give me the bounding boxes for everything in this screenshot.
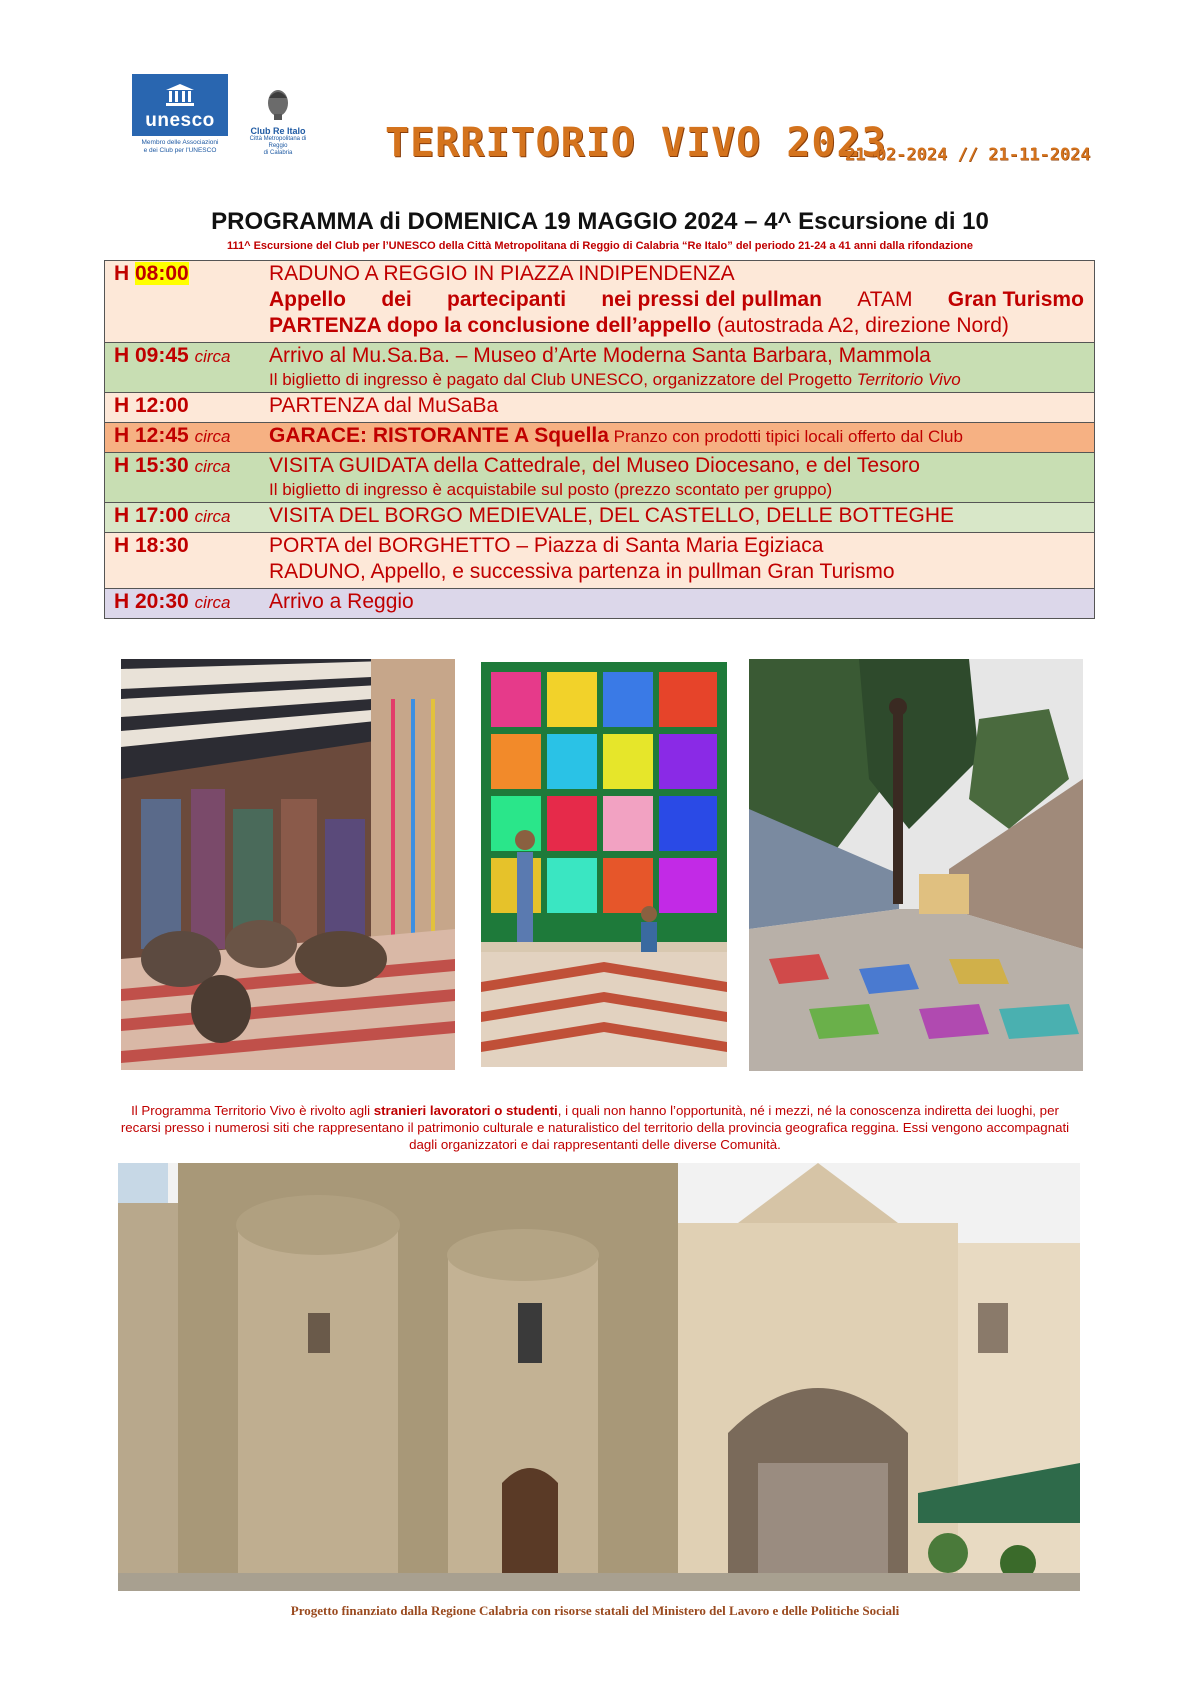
club-re-italo-logo	[248, 88, 308, 157]
funding-note: Progetto finanziato dalla Regione Calabria con risorse statali del Ministero del Lavoro e delle Politiche Sociali	[290, 1603, 900, 1618]
time-cell: H 12:45 circa	[114, 424, 231, 447]
unesco-wordmark: unesco	[145, 110, 215, 131]
time-cell: H 18:30	[114, 534, 189, 557]
club-name: Club Re Italo	[250, 126, 306, 136]
activity-title: VISITA GUIDATA della Cattedrale, del Museo Diocesano, e del Tesoro	[269, 454, 920, 477]
date-range: 21-02-2024 // 21-11-2024	[845, 145, 1091, 165]
program-caption: Il Programma Territorio Vivo è rivolto agli stranieri lavoratori o studenti, i quali non hanno l’opportunità, né i mezzi, né la conoscenza indiretta dei luoghi, per recarsi presso i numerosi siti che rappresentano il patrimonio culturale e naturalistico del territorio della provincia geografica reggina. Essi vengono accompagnati dagli organizzatori e dai rappresentanti delle diverse Comunità.	[120, 1103, 1070, 1152]
unesco-subtitle: Membro delle Associazioni e dei Club per l'UNESCO	[141, 139, 219, 154]
activity-title: GARACE: RISTORANTE A Squella Pranzo con prodotti tipici locali offerto dal Club	[269, 424, 963, 447]
program-heading: PROGRAMMA di DOMENICA 19 MAGGIO 2024 – 4^ Escursione di 10	[211, 208, 989, 235]
schedule-row	[105, 503, 1094, 533]
page-title: TERRITORIO VIVO 2023	[385, 120, 887, 166]
activity-detail: Appello dei partecipanti nei pressi del pullman ATAM Gran Turismo	[269, 288, 1084, 311]
club-subtitle: Città Metropolitana di Reggio di Calabria	[249, 136, 307, 156]
musaba-mosaic-wall-photo	[481, 662, 727, 1067]
time-cell: H 09:45 circa	[114, 344, 231, 367]
schedule-row	[105, 533, 1094, 589]
activity-title: Arrivo a Reggio	[269, 590, 414, 613]
activity-note: Il biglietto di ingresso è pagato dal Club UNESCO, organizzatore del Progetto Territorio Vivo	[269, 370, 961, 389]
time-cell: H 08:00	[114, 262, 189, 285]
time-cell: H 12:00	[114, 394, 189, 417]
activity-title: RADUNO A REGGIO IN PIAZZA INDIPENDENZA	[269, 262, 735, 285]
activity-title: PARTENZA dal MuSaBa	[269, 394, 499, 417]
activity-title: Arrivo al Mu.Sa.Ba. – Museo d’Arte Moderna Santa Barbara, Mammola	[269, 344, 931, 367]
musaba-sculpture-pavilion-photo	[121, 659, 455, 1070]
time-cell: H 17:00 circa	[114, 504, 231, 527]
schedule-row	[105, 423, 1094, 453]
schedule-row	[105, 393, 1094, 423]
activity-note: Il biglietto di ingresso è acquistabile sul posto (prezzo scontato per gruppo)	[269, 480, 833, 499]
schedule-row	[105, 261, 1094, 343]
bronze-head-icon	[265, 88, 291, 120]
unesco-logo	[132, 74, 232, 155]
musaba-courtyard-statue-photo	[749, 659, 1083, 1071]
schedule-row	[105, 453, 1094, 503]
gerace-cathedral-gate-photo	[118, 1163, 1080, 1591]
schedule-row	[105, 589, 1094, 619]
activity-detail: RADUNO, Appello, e successiva partenza in pullman Gran Turismo	[269, 560, 895, 583]
activity-detail: PARTENZA dopo la conclusione dell’appello (autostrada A2, direzione Nord)	[269, 314, 1009, 337]
program-subheading: 111^ Escursione del Club per l’UNESCO della Città Metropolitana di Reggio di Calabria “Re Italo” del periodo 21-24 a 41 anni dalla rifondazione	[226, 240, 974, 252]
time-cell: H 15:30 circa	[114, 454, 231, 477]
schedule-table	[104, 260, 1095, 619]
temple-icon	[166, 84, 194, 106]
schedule-row	[105, 343, 1094, 393]
time-cell: H 20:30 circa	[114, 590, 231, 613]
activity-title: PORTA del BORGHETTO – Piazza di Santa Maria Egiziaca	[269, 534, 824, 557]
activity-title: VISITA DEL BORGO MEDIEVALE, DEL CASTELLO, DELLE BOTTEGHE	[269, 504, 955, 527]
